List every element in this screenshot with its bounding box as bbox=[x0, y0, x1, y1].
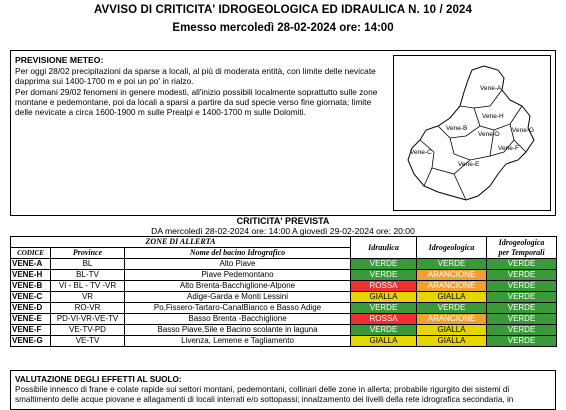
table-row bbox=[11, 281, 557, 292]
map-label-vene-d: Vene-D bbox=[478, 131, 500, 138]
emission-date: Emesso mercoledì 28-02-2024 ore: 14:00 bbox=[172, 22, 394, 34]
col-idrogeologica-header: Idrogeologica bbox=[417, 237, 487, 259]
table-row bbox=[11, 314, 557, 325]
criticality-header bbox=[10, 216, 556, 236]
weather-forecast-box bbox=[10, 50, 556, 216]
table-row bbox=[11, 336, 557, 347]
level-idraulica: VERDE bbox=[351, 270, 417, 281]
level-idraulica: VERDE bbox=[351, 259, 417, 270]
level-temporali: VERDE bbox=[487, 292, 557, 303]
zone-provinces: RO-VR bbox=[51, 303, 125, 314]
ground-effects-heading: VALUTAZIONE DEGLI EFFETTI AL SUOLO: bbox=[15, 375, 182, 384]
zone-basin: Basso Piave,Sile e Bacino scolante in laguna bbox=[125, 325, 351, 336]
zone-basin: Alto Brenta-Bacchiglione-Alpone bbox=[125, 281, 351, 292]
map-label-vene-e: Vene-E bbox=[458, 161, 480, 168]
level-idraulica: GIALLA bbox=[351, 336, 417, 347]
zone-code: VENE-G bbox=[11, 336, 51, 347]
level-temporali: VERDE bbox=[487, 259, 557, 270]
map-label-vene-h: Vene-H bbox=[482, 113, 504, 120]
table-row bbox=[11, 270, 557, 281]
col-idraulica-header: Idraulica bbox=[351, 237, 417, 259]
level-idraulica: GIALLA bbox=[351, 292, 417, 303]
zone-basin: Piave Pedemontano bbox=[125, 270, 351, 281]
table-header-row-1 bbox=[11, 237, 557, 248]
level-idrogeologica: ARANCIONE bbox=[417, 281, 487, 292]
col-codice-header: CODICE bbox=[11, 248, 51, 259]
zone-basin: Livenza, Lemene e Tagliamento bbox=[125, 336, 351, 347]
zone-basin: Basso Brenta -Bacchiglione bbox=[125, 314, 351, 325]
zone-code: VENE-H bbox=[11, 270, 51, 281]
zone-basin: Adige-Garda e Monti Lessini bbox=[125, 292, 351, 303]
level-idrogeologica: GIALLA bbox=[417, 292, 487, 303]
level-idraulica: VERDE bbox=[351, 303, 417, 314]
zone-provinces: PD-VI-VR-VE-TV bbox=[51, 314, 125, 325]
level-idrogeologica: GIALLA bbox=[417, 325, 487, 336]
map-label-vene-a: Vene-A bbox=[480, 85, 502, 92]
level-idrogeologica: VERDE bbox=[417, 303, 487, 314]
zone-basin: Alto Piave bbox=[125, 259, 351, 270]
map-label-vene-f: Vene-F bbox=[498, 145, 519, 152]
forecast-today: Per oggi 28/02 precipitazioni da sparse a locali, al più di moderata entità, con limite delle nevicate dapprima sui 1400-1700 m e poi un po' in rialzo. bbox=[15, 66, 376, 87]
zone-rows bbox=[11, 259, 557, 347]
zone-provinces: BL bbox=[51, 259, 125, 270]
zone-code: VENE-E bbox=[11, 314, 51, 325]
zone-code: VENE-D bbox=[11, 303, 51, 314]
level-temporali: VERDE bbox=[487, 314, 557, 325]
map-label-vene-c: Vene-C bbox=[410, 149, 432, 156]
zone-code: VENE-A bbox=[11, 259, 51, 270]
level-idrogeologica: ARANCIONE bbox=[417, 314, 487, 325]
level-idraulica: ROSSA bbox=[351, 314, 417, 325]
alert-zones-table bbox=[10, 236, 557, 347]
zone-code: VENE-C bbox=[11, 292, 51, 303]
level-idrogeologica: ARANCIONE bbox=[417, 270, 487, 281]
ground-effects-text bbox=[15, 375, 553, 404]
table-row bbox=[11, 292, 557, 303]
map-boundary-a bbox=[460, 90, 502, 108]
criticality-period: DA mercoledì 28-02-2024 ore: 14:00 A giovedì 29-02-2024 ore: 20:00 bbox=[151, 226, 415, 236]
level-temporali: VERDE bbox=[487, 303, 557, 314]
level-temporali: VERDE bbox=[487, 325, 557, 336]
col-temporali-line1: Idrogeologica bbox=[498, 238, 545, 247]
table-row bbox=[11, 303, 557, 314]
level-idrogeologica: GIALLA bbox=[417, 336, 487, 347]
zone-provinces: BL-TV bbox=[51, 270, 125, 281]
level-temporali: VERDE bbox=[487, 281, 557, 292]
zone-header: ZONE DI ALLERTA bbox=[11, 237, 351, 248]
zones-map bbox=[393, 55, 551, 211]
col-province-header: Province bbox=[51, 248, 125, 259]
level-temporali: VERDE bbox=[487, 336, 557, 347]
table-row bbox=[11, 259, 557, 270]
level-idrogeologica: VERDE bbox=[417, 259, 487, 270]
col-bacino-header: Nome del bacino Idrografico bbox=[125, 248, 351, 259]
zone-code: VENE-B bbox=[11, 281, 51, 292]
map-boundary-c bbox=[420, 140, 434, 186]
zone-provinces: VE-TV-PD bbox=[51, 325, 125, 336]
zone-provinces: VR bbox=[51, 292, 125, 303]
veneto-map-svg bbox=[394, 56, 550, 210]
weather-forecast-heading: PREVISIONE METEO: bbox=[15, 55, 104, 65]
ground-effects-box bbox=[10, 370, 556, 410]
map-label-vene-g: Vene-G bbox=[512, 127, 535, 134]
map-label-vene-b: Vene-B bbox=[446, 125, 468, 132]
level-temporali: VERDE bbox=[487, 270, 557, 281]
zone-basin: Po,Fissero-Tartaro-CanalBianco e Basso Adige bbox=[125, 303, 351, 314]
ground-effects-body: Possibile innesco di frane e colate rapide sui settori montani, pedemontani, collinari delle zone in allerta; probabile rigurgito dei sistemi di smaltimento delle acque piovane e allagamenti di locali interrati e/o sottopassi; innalzamento dei livelli della rete idrografica secondaria, in bbox=[15, 384, 514, 404]
col-temporali-line2: per Temporali bbox=[498, 247, 545, 257]
level-idraulica: VERDE bbox=[351, 325, 417, 336]
zone-provinces: VI - BL - TV -VR bbox=[51, 281, 125, 292]
table-row bbox=[11, 325, 557, 336]
weather-forecast-text bbox=[15, 55, 387, 117]
zone-provinces: VE-TV bbox=[51, 336, 125, 347]
forecast-tomorrow: Per domani 29/02 fenomeni in genere modesti, all'inizio possibili localmente soprattutto sulle zone montane e pedemontane, poi da locali a sparsi a partire da sud specie verso fine giornata; limite delle nevicate a circa 1600-1900 m sulle Prealpi e 1400-1700 m sulle Dolomiti. bbox=[15, 86, 378, 118]
criticality-title: CRITICITA' PREVISTA bbox=[236, 216, 330, 226]
col-temporali-header bbox=[487, 237, 557, 259]
bulletin-title: AVVISO DI CRITICITA' IDROGEOLOGICA ED IDRAULICA N. 10 / 2024 bbox=[93, 4, 473, 16]
level-idraulica: ROSSA bbox=[351, 281, 417, 292]
zone-code: VENE-F bbox=[11, 325, 51, 336]
